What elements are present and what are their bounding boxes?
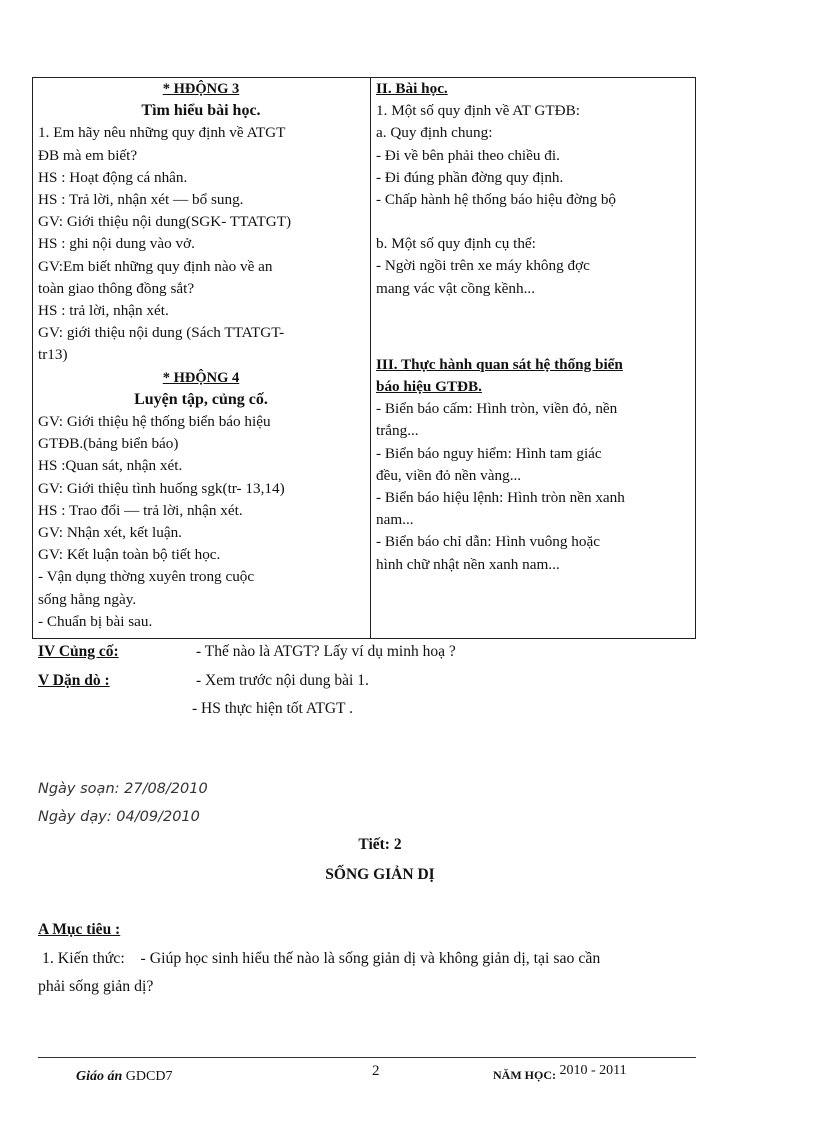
footer-year-value: 2010 - 2011 [559, 1063, 627, 1078]
text-line: hình chữ nhật nền xanh nam... [376, 555, 560, 573]
text-line: GTĐB.(bảng biển báo) [38, 435, 179, 453]
knowledge-line-1 [42, 950, 600, 968]
activity-4-heading: * HĐỘNG 4 [162, 369, 240, 386]
text-line: - Biển báo cấm: Hình tròn, viền đỏ, nền [376, 400, 618, 418]
text-line: trắng... [376, 422, 419, 440]
text-line: nam... [376, 511, 414, 529]
text-line: - Biển báo chỉ dẫn: Hình vuông hoặc [376, 533, 600, 551]
text-line: HS : Trao đổi — trả lời, nhận xét. [38, 501, 243, 519]
text-line: GV:Em biết những quy định nào về an [38, 257, 273, 275]
section-iii-heading-cont: báo hiệu GTĐB. [376, 378, 482, 396]
text-line: - Biển báo hiệu lệnh: Hình tròn nền xanh [376, 489, 625, 507]
text-line: b. Một số quy định cụ thể: [376, 235, 536, 253]
text-line: GV: Giới thiệu nội dung(SGK- TTATGT) [38, 213, 292, 231]
text-line: HS :Quan sát, nhận xét. [38, 457, 183, 475]
text-line: GV: Nhận xét, kết luận. [38, 524, 182, 542]
text-line: HS : Hoạt động cá nhân. [38, 168, 188, 186]
text-line: - Đi đúng phần đờng quy định. [376, 168, 564, 186]
homework-label-text: V Dặn dò : [38, 672, 110, 689]
section-iii-heading: III. Thực hành quan sát hệ thống biển [376, 355, 623, 373]
footer-subject: GDCD7 [125, 1069, 173, 1084]
text-line: - Ngời ngồi trên xe máy không đợc [376, 257, 590, 275]
text-line: a. Quy định chung: [376, 124, 493, 142]
text-line: 1. Em hãy nêu những quy định về ATGT [38, 124, 286, 142]
text-line: HS : Trả lời, nhận xét — bổ sung. [38, 191, 244, 209]
text-line: - Biển báo nguy hiểm: Hình tam giác [376, 444, 602, 462]
lesson-title: SỐNG GIẢN DỊ [325, 866, 435, 883]
text-line: GV: Giới thiệu hệ thống biển báo hiệu [38, 413, 271, 431]
text-line: GV: Kết luận toàn bộ tiết học. [38, 546, 221, 564]
taught-date: Ngày dạy: 04/09/2010 [38, 809, 200, 825]
lesson-period: Tiết: 2 [358, 836, 402, 853]
footer-doc-label-text: Giáo án [76, 1069, 123, 1084]
text-line: GV: giới thiệu nội dung (Sách TTATGT- [38, 324, 285, 342]
activity-3-title: Tìm hiểu bài học. [141, 102, 261, 120]
text-line: 1. Một số quy định về AT GTĐB: [376, 102, 580, 120]
lesson-table [32, 77, 696, 639]
text-line: đều, viền đỏ nền vàng... [376, 466, 522, 484]
text-line: tr13) [38, 346, 68, 364]
text-line: HS : trả lời, nhận xét. [38, 302, 169, 320]
text-line: sống hằng ngày. [38, 590, 137, 608]
column-divider [370, 78, 371, 638]
knowledge-text: - Giúp học sinh hiểu thế nào là sống giản dị và không giản dị, tại sao cần [140, 950, 601, 967]
footer-doc-label [76, 1069, 172, 1085]
text-line: - Vận dụng thờng xuyên trong cuộc [38, 568, 255, 586]
activity-3-heading: * HĐỘNG 3 [162, 81, 240, 97]
prepared-date: Ngày soạn: 27/08/2010 [38, 781, 208, 797]
text-line: - Chuẩn bị bài sau. [38, 612, 153, 630]
homework-label [38, 672, 110, 690]
footer-rule [38, 1057, 696, 1058]
knowledge-line-2: phải sống giản dị? [38, 978, 154, 995]
text-line: toàn giao thông đồng sắt? [38, 279, 195, 297]
review-label-text: IV Củng cố: [38, 643, 119, 660]
footer-year-label: NĂM HỌC: [493, 1068, 556, 1082]
homework-text-2: - HS thực hiện tốt ATGT . [192, 700, 353, 717]
text-line: mang vác vật cồng kềnh... [376, 279, 535, 297]
footer-year [493, 1063, 627, 1084]
text-line: - Chấp hành hệ thống báo hiệu đờng bộ [376, 191, 617, 209]
homework-text-1: - Xem trước nội dung bài 1. [196, 672, 369, 689]
blank-line [376, 211, 691, 233]
text-line: HS : ghi nội dung vào vở. [38, 235, 195, 253]
objectives-heading-text: A Mục tiêu : [38, 921, 121, 938]
objectives-heading [38, 921, 120, 939]
blank-line [376, 300, 691, 354]
activity-4-title: Luyện tập, củng cố. [134, 390, 268, 408]
footer-page-number: 2 [372, 1063, 380, 1079]
section-ii-heading: II. Bài học. [376, 80, 448, 97]
content-column [376, 78, 691, 576]
text-line: - Đi về bên phải theo chiều đi. [376, 146, 560, 164]
knowledge-label: 1. Kiến thức: [42, 950, 125, 967]
text-line: GV: Giới thiệu tình huống sgk(tr- 13,14) [38, 479, 285, 497]
review-label [38, 643, 119, 661]
activities-column [38, 78, 364, 633]
review-text: - Thế nào là ATGT? Lấy ví dụ minh hoạ ? [196, 643, 456, 660]
text-line: ĐB mà em biết? [38, 146, 138, 164]
